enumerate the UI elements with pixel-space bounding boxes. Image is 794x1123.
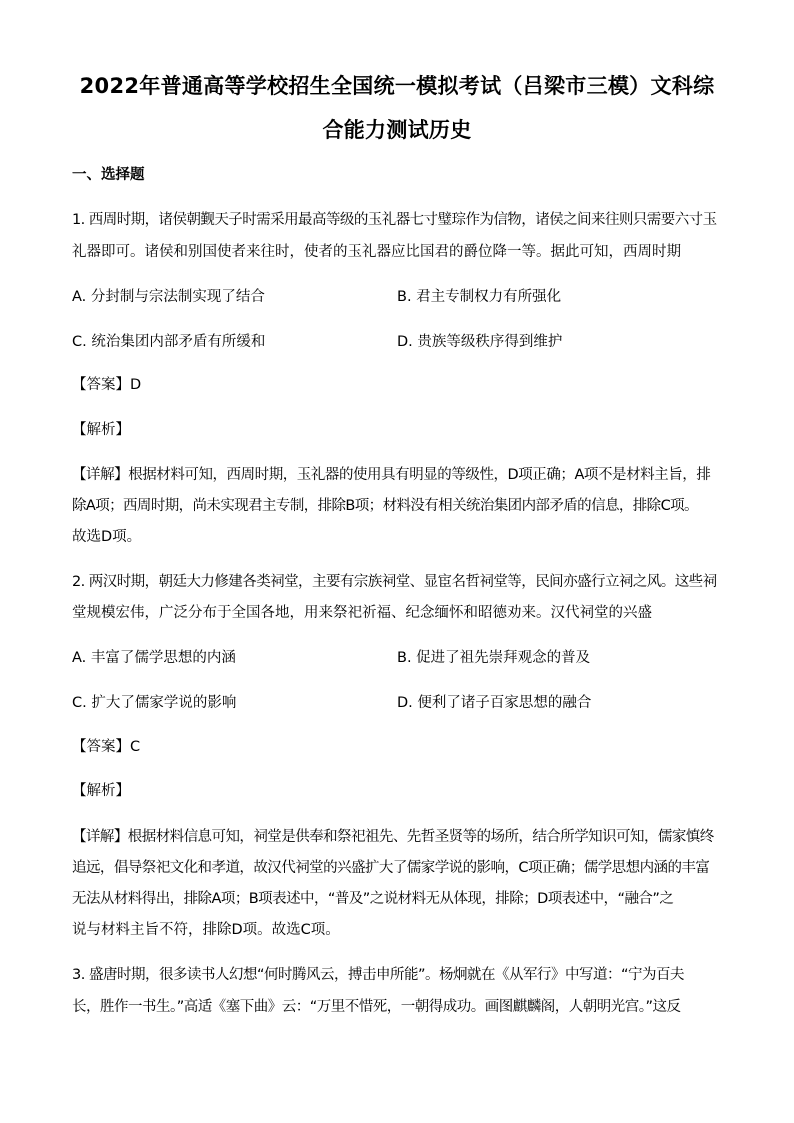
question-1-stem-line-2: 礼器即可。诸侯和别国使者来往时，使者的玉礼器应比国君的爵位降一等。据此可知，西周时期: [72, 244, 681, 260]
question-2-answer: 【答案】C: [72, 739, 141, 755]
question-1-detail-line-2: 除A项；西周时期，尚未实现君主专制，排除B项；材料没有相关统治集团内部矛盾的信息，排除C项。: [72, 498, 698, 514]
question-2-option-d[interactable]: D. 便利了诸子百家思想的融合: [397, 695, 592, 711]
question-2-detail-line-4: 说与材料主旨不符，排除D项。故选C项。: [72, 922, 340, 938]
question-1-stem-line-1: 1. 西周时期，诸侯朝觐天子时需采用最高等级的玉礼器七寸璧琮作为信物，诸侯之间来往则只需要六寸玉: [72, 212, 717, 228]
question-2-option-b[interactable]: B. 促进了祖先崇拜观念的普及: [397, 650, 591, 666]
question-1-answer: 【答案】D: [72, 377, 142, 393]
question-1-detail-line-3: 故选D项。: [72, 529, 142, 545]
question-1-detail-line-1: 【详解】根据材料可知，西周时期，玉礼器的使用具有明显的等级性，D项正确；A项不是材料主旨，排: [72, 467, 711, 483]
question-1-option-c[interactable]: C. 统治集团内部矛盾有所缓和: [72, 334, 266, 350]
question-2-option-a[interactable]: A. 丰富了儒学思想的内涵: [72, 650, 236, 666]
question-3-stem-line-1: 3. 盛唐时期，很多读书人幻想“何时腾风云，搏击申所能”。杨炯就在《从军行》中写道：“宁为百夫: [72, 967, 684, 983]
question-2-detail-line-3: 无法从材料得出，排除A项；B项表述中，“普及”之说材料无从体现，排除；D项表述中，“融合”之: [72, 891, 674, 907]
question-2-detail-line-1: 【详解】根据材料信息可知，祠堂是供奉和祭祀祖先、先哲圣贤等的场所，结合所学知识可知，儒家慎终: [72, 829, 714, 845]
question-2-detail-line-2: 追远，倡导祭祀文化和孝道，故汉代祠堂的兴盛扩大了儒家学说的影响，C项正确；儒学思想内涵的丰富: [72, 860, 710, 876]
question-1-analysis-label: 【解析】: [72, 422, 130, 438]
question-2-stem-line-2: 堂规模宏伟，广泛分布于全国各地，用来祭祀祈福、纪念缅怀和昭德劝来。汉代祠堂的兴盛: [72, 605, 652, 621]
question-1-option-a[interactable]: A. 分封制与宗法制实现了结合: [72, 289, 265, 305]
question-2-stem-line-1: 2. 两汉时期，朝廷大力修建各类祠堂，主要有宗族祠堂、显宦名哲祠堂等，民间亦盛行立祠之风。这些祠: [72, 574, 717, 590]
question-3-stem-line-2: 长，胜作一书生。”高适《塞下曲》云：“万里不惜死，一朝得成功。画图麒麟阁，人朝明光宫。”这反: [72, 999, 681, 1015]
section-heading: 一、选择题: [72, 167, 145, 183]
question-2-analysis-label: 【解析】: [72, 783, 130, 799]
question-1-option-b[interactable]: B. 君主专制权力有所强化: [397, 289, 562, 305]
page-title-line-2: 合能力测试历史: [322, 118, 472, 142]
question-2-option-c[interactable]: C. 扩大了儒家学说的影响: [72, 695, 237, 711]
page-title-line-1: 2022年普通高等学校招生全国统一模拟考试（吕梁市三模）文科综: [79, 74, 715, 98]
question-1-option-d[interactable]: D. 贵族等级秩序得到维护: [397, 334, 563, 350]
